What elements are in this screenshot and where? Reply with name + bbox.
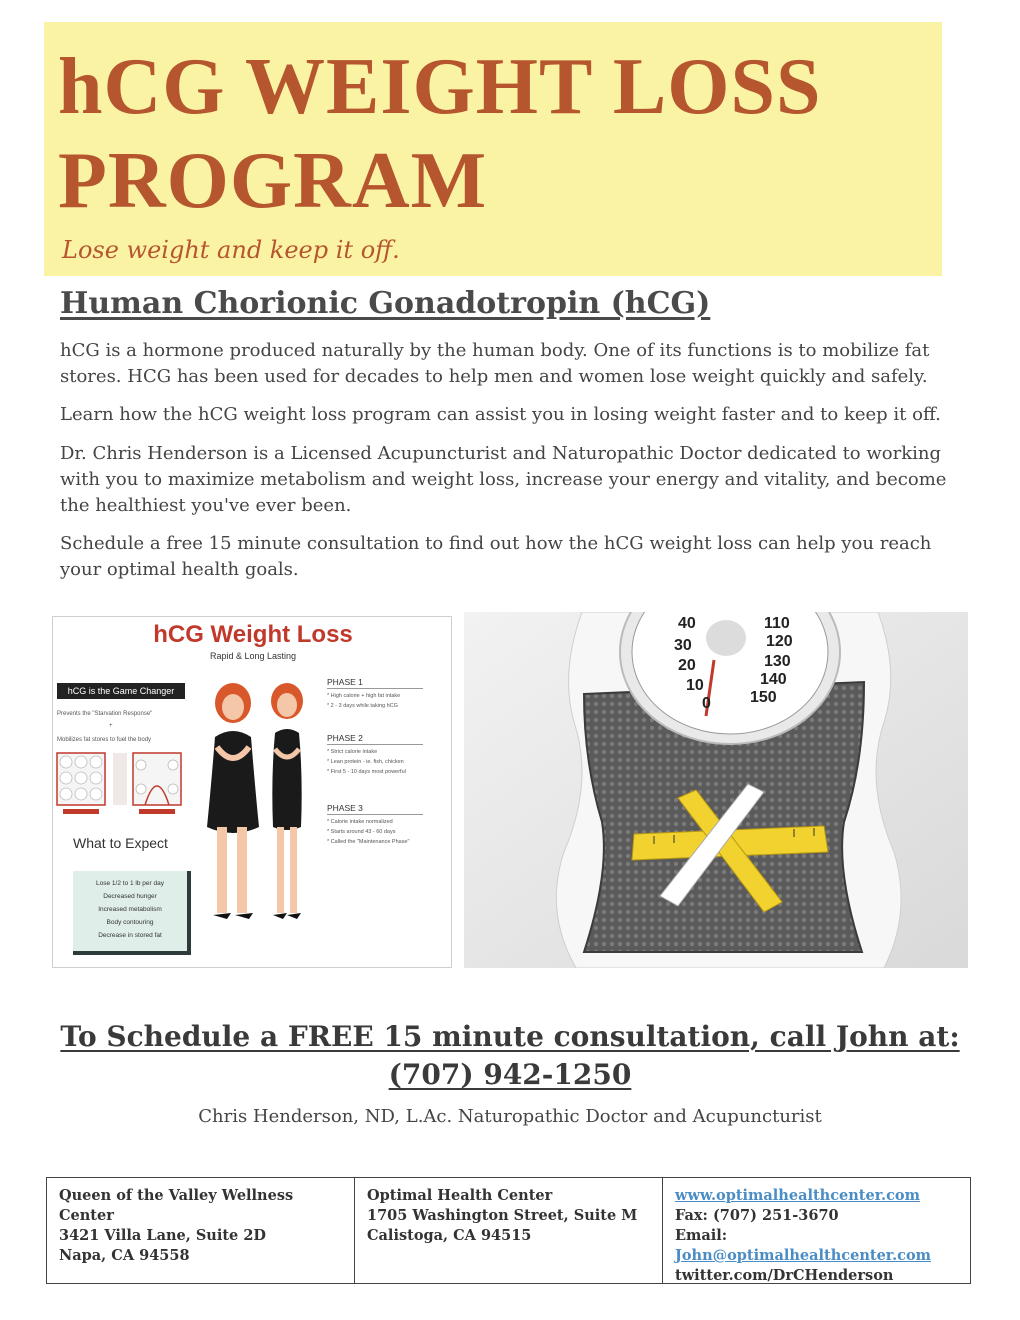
title-line-2: PROGRAM — [58, 137, 488, 225]
scale-number: 110 — [764, 615, 790, 632]
expect-item: Decreased hunger — [103, 893, 157, 900]
cta-phone[interactable]: (707) 942-1250 — [388, 1058, 632, 1091]
scale-with-tape-illustration — [464, 612, 968, 968]
email-link[interactable]: John@optimalhealthcenter.com — [675, 1247, 932, 1264]
scale-photo — [464, 612, 968, 968]
fax-number: Fax: (707) 251-3670 — [675, 1207, 839, 1224]
phase-3 — [327, 803, 423, 847]
fat-cell-diagram-icon — [53, 747, 193, 817]
phase-name: PHASE 1 — [327, 677, 423, 689]
before-after-women-illustration — [201, 677, 321, 927]
game-changer-label: hCG is the Game Changer — [57, 683, 185, 699]
paragraph-1: hCG is a hormone produced naturally by the human body. One of its functions is to mobilize fat stores. HCG has been used for decades to help men and women lose weight quickly and safely. — [60, 340, 930, 387]
phase-item: * Called the "Maintenance Phase" — [327, 839, 410, 845]
location-street: 1705 Washington Street, Suite M — [367, 1207, 638, 1224]
website-link[interactable]: www.optimalhealthcenter.com — [675, 1187, 920, 1204]
location-name: Queen of the Valley Wellness Center — [59, 1187, 294, 1224]
header-banner — [44, 22, 942, 276]
scale-number: 130 — [764, 653, 791, 670]
scale-number: 0 — [702, 695, 711, 712]
phase-2 — [327, 733, 423, 777]
location-name: Optimal Health Center — [367, 1187, 553, 1204]
prevents-text: Prevents the "Starvation Response" — [57, 711, 153, 717]
paragraph-4: Schedule a free 15 minute consultation to find out how the hCG weight loss can help you reach your optimal health goals. — [60, 533, 932, 580]
phase-item: * Lean protein - ie. fish, chicken — [327, 759, 404, 765]
scale-number: 10 — [686, 677, 704, 694]
phase-item: * 2 - 3 days while taking hCG — [327, 703, 398, 709]
location-city: Calistoga, CA 94515 — [367, 1227, 532, 1244]
scale-number: 150 — [750, 689, 777, 706]
plus-text: + — [109, 723, 113, 729]
what-to-expect-heading: What to Expect — [73, 835, 168, 851]
expect-item: Lose 1/2 to 1 lb per day — [96, 880, 164, 887]
scale-number: 40 — [678, 615, 696, 632]
location-city: Napa, CA 94558 — [59, 1247, 190, 1264]
tagline: Lose weight and keep it off. — [62, 236, 400, 264]
scale-number: 140 — [760, 671, 787, 688]
phase-item: * Starts around 43 - 60 days — [327, 829, 396, 835]
page-title — [58, 40, 821, 228]
scale-number: 120 — [766, 633, 793, 650]
contact-info — [662, 1178, 970, 1283]
title-line-1: hCG WEIGHT LOSS — [58, 43, 822, 131]
hcg-infographic — [52, 616, 452, 968]
phase-name: PHASE 3 — [327, 803, 423, 815]
phase-1 — [327, 677, 423, 711]
email-label: Email: — [675, 1227, 728, 1244]
footer-contact-table — [46, 1177, 971, 1284]
phase-item: * Strict calorie intake — [327, 749, 378, 755]
scale-number: 20 — [678, 657, 696, 674]
expect-item: Increased metabolism — [98, 906, 162, 913]
location-street: 3421 Villa Lane, Suite 2D — [59, 1227, 266, 1244]
expect-item: Body contouring — [106, 919, 154, 926]
location-calistoga — [354, 1178, 662, 1283]
email-row — [675, 1226, 958, 1266]
phase-item: * First 5 - 10 days most powerful — [327, 769, 406, 775]
infographic-title: hCG Weight Loss — [153, 621, 353, 648]
paragraph-3: Dr. Chris Henderson is a Licensed Acupuncturist and Naturopathic Doctor dedicated to working with you to maximize metabolism and weight loss, increase your energy and vitality, and become the healthiest you've ever been. — [60, 443, 947, 516]
section-title: Human Chorionic Gonadotropin (hCG) — [60, 286, 711, 321]
scale-number: 30 — [674, 637, 692, 654]
phase-item: * High calorie + high fat intake — [327, 693, 401, 699]
expect-list — [73, 871, 191, 955]
mobilizes-text: Mobilizes fat stores to fuel the body — [57, 737, 152, 743]
twitter-handle[interactable]: twitter.com/DrCHenderson — [675, 1267, 894, 1284]
phase-item: * Calorie intake normalized — [327, 819, 393, 825]
infographic-subtitle: Rapid & Long Lasting — [209, 651, 297, 661]
phase-name: PHASE 2 — [327, 733, 423, 745]
expect-item: Decrease in stored fat — [98, 932, 162, 939]
paragraph-2: Learn how the hCG weight loss program can assist you in losing weight faster and to keep it off. — [60, 404, 941, 425]
doctor-credentials: Chris Henderson, ND, L.Ac. Naturopathic Doctor and Acupuncturist — [198, 1106, 822, 1127]
location-napa — [47, 1178, 354, 1283]
cta-line: To Schedule a FREE 15 minute consultation, call John at: — [60, 1020, 960, 1053]
